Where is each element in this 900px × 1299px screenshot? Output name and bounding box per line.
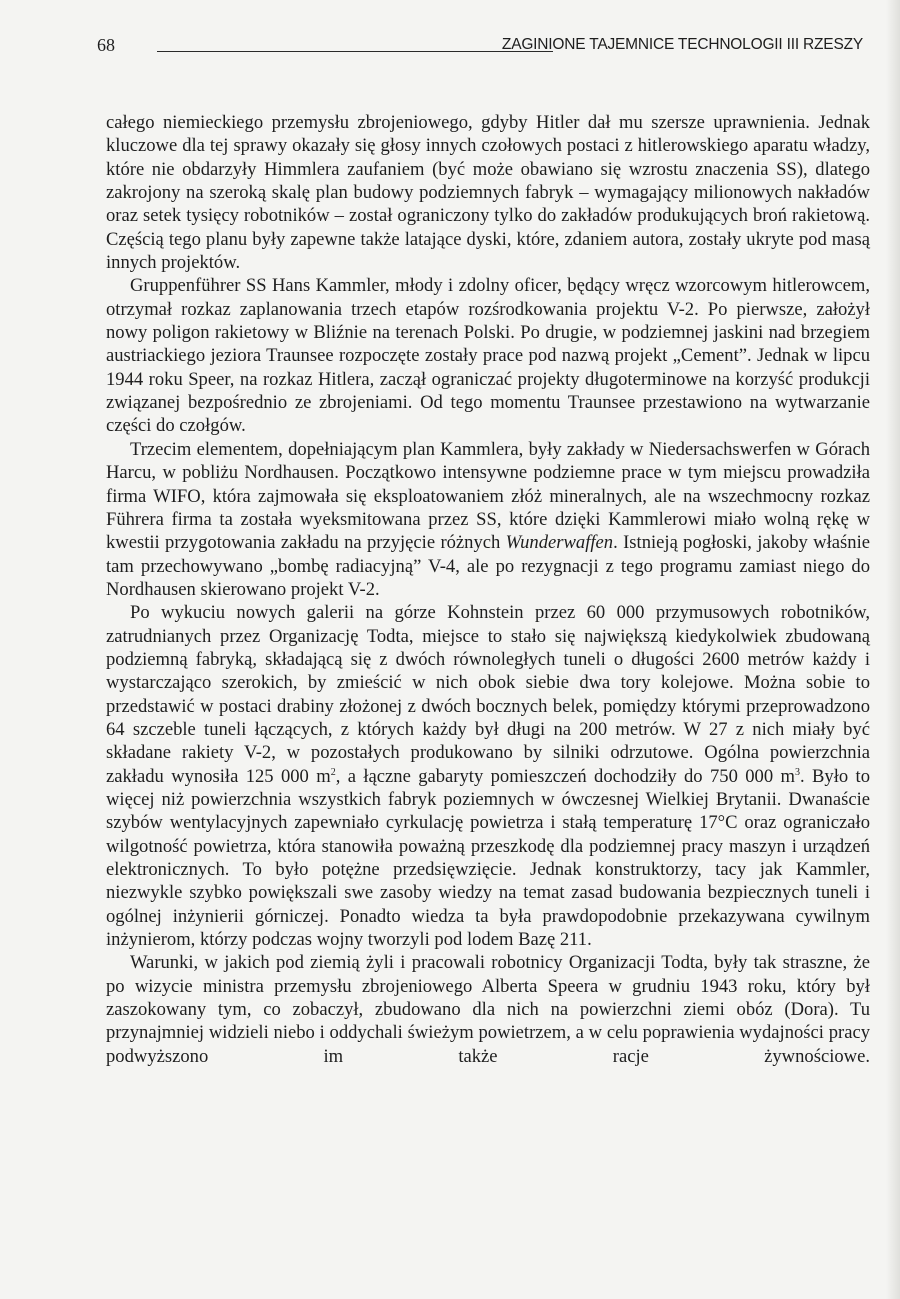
page-edge-shadow (886, 0, 900, 1299)
paragraph-4-text-part2: , a łączne gabaryty pomieszczeń dochodziły do 750 000 m (335, 765, 795, 787)
paragraph-3-italic-term: Wunderwaffen (505, 532, 614, 554)
page-header (97, 33, 863, 57)
header-rule (157, 51, 553, 52)
body-text (106, 111, 870, 1068)
paragraph-1: całego niemieckiego przemysłu zbrojeniowego, gdyby Hitler dał mu szersze uprawnienia. Jednak kluczowe dla tej sprawy okazały się głosy innych czołowych postaci z hitlerowskiego aparatu władzy, które nie obdarzyły Himmlera zaufaniem (być może obawiano się wzrostu znaczenia SS), dlatego zakrojony na szeroką skalę plan budowy podziemnych fabryk – wymagający milionowych nakładów oraz setek tysięcy robotników – został ograniczony tylko do zakładów produkujących broń rakietową. Częścią tego planu były zapewne także latające dyski, które, zdaniem autora, zostały ukryte pod masą innych projektów. (106, 112, 870, 274)
square-superscript: 2 (330, 766, 336, 778)
paragraph-4 (106, 601, 870, 951)
paragraph-3-text-end: . Istnieją pogłoski, jakoby właśnie tam przechowywano „bombę radiacyjną” V-4, ale po rezygnacji z tego programu zamiast niego do Nordhausen skierowano projekt V-2. (106, 532, 870, 600)
page-number: 68 (97, 35, 115, 55)
paragraph-4-text-part3: . Było to więcej niż powierzchnia wszystkich fabryk poziemnych w ówczesnej Wielkiej Brytanii. Dwanaście szybów wentylacyjnych zapewniało cyrkulację powietrza i stałą temperaturę 17°C oraz ograniczało wilgotność powietrza, która stanowiła poważną przeszkodę dla podziemnej pracy maszyn i urządzeń elektronicznych. To było potężne przedsięwzięcie. Jednak konstruktorzy, tacy jak Kammler, niezwykle szybko powiększali swe zasoby wiedzy na temat zasad budowania bezpiecznych tuneli i ogólnej inżynierii górniczej. Ponadto wiedza ta była prawdopodobnie przekazywana cywilnym inżynierom, którzy podczas wojny tworzyli pod lodem Bazę 211. (106, 765, 870, 951)
paragraph-2: Gruppenführer SS Hans Kammler, młody i zdolny oficer, będący wręcz wzorcowym hitlerowcem, otrzymał rozkaz zaplanowania trzech etapów rozśrodkowania projektu V-2. Po pierwsze, założył nowy poligon rakietowy w Bliźnie na terenach Polski. Po drugie, w podziemnej jaskini nad brzegiem austriackiego jeziora Traunsee rozpoczęte zostały prace pod nazwą projekt „Cement”. Jednak w lipcu 1944 roku Speer, na rozkaz Hitlera, zaczął ograniczać projekty długoterminowe na korzyść produkcji związanej bezpośrednio ze zbrojeniami. Od tego momentu Traunsee przestawiono na wytwarzanie części do czołgów. (106, 275, 870, 437)
paragraph-5: Warunki, w jakich pod ziemią żyli i pracowali robotnicy Organizacji Todta, były tak straszne, że po wizycie ministra przemysłu zbrojeniowego Alberta Speera w grudniu 1943 roku, który był zaszokowany tym, co zobaczył, zbudowano dla nich na powierzchni ziemi obóz (Dora). Tu przynajmniej widzieli niebo i oddychali świeżym powietrzem, a w celu poprawienia wydajności pracy podwyższono im także racje żywnościowe. (106, 952, 870, 1067)
cube-superscript: 3 (794, 766, 800, 778)
paragraph-3 (106, 438, 870, 601)
running-title: ZAGINIONE TAJEMNICE TECHNOLOGII III RZESZY (501, 36, 863, 53)
paragraph-3-text-start: Trzecim elementem, dopełniającym plan Kammlera, były zakłady w Niedersachswerfen w Górach Harcu, w pobliżu Nordhausen. Początkowo intensywne podziemne prace w tym miejscu prowadziła firma WIFO, która zajmowała się eksploatowaniem złóż mineralnych, ale na wszechmocny rozkaz Führera firma ta została wyeksmitowana przez SS, które dzięki Kammlerowi miało wolną rękę w kwestii przygotowania zakładu na przyjęcie różnych (106, 438, 870, 554)
paragraph-4-text-part1: Po wykuciu nowych galerii na górze Kohnstein przez 60 000 przymusowych robotników, zatrudnianych przez Organizację Todta, miejsce to stało się największą kiedykolwiek zbudowaną podziemną fabryką, składającą się z dwóch równoległych tuneli o długości 2600 metrów każdy i wystarczająco szerokich, by zmieścić w nich obok siebie dwa tory kolejowe. Można sobie to przedstawić w postaci drabiny złożonej z dwóch bocznych belek, pomiędzy którymi przeprowadzono 64 szczeble tuneli łączących, z których każdy był długi na 200 metrów. W 27 z nich miały być składane rakiety V-2, w pozostałych produkowano by silniki odrzutowe. Ogólna powierzchnia zakładu wynosiła 125 000 m (106, 602, 870, 787)
